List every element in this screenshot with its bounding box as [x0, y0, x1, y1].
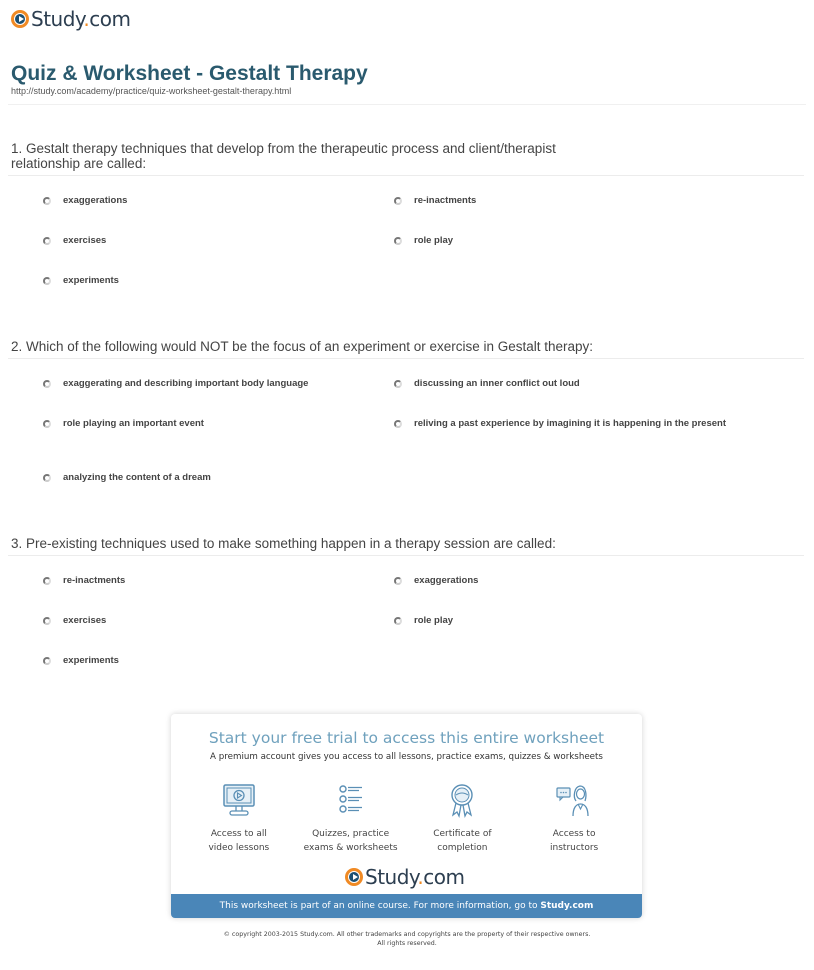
certificate-ribbon-icon [442, 781, 482, 821]
q1-option-b[interactable]: re-inactments [394, 194, 476, 208]
radio-button[interactable] [394, 577, 402, 585]
question-2-divider [8, 358, 804, 359]
question-3-text: 3. Pre-existing techniques used to make something happen in a therapy session are called: [11, 536, 556, 551]
play-logo-icon [11, 10, 29, 28]
study-com-link[interactable]: Study.com [540, 901, 594, 911]
radio-button[interactable] [43, 277, 51, 285]
radio-button[interactable] [394, 380, 402, 388]
radio-button[interactable] [394, 617, 402, 625]
q1-option-a[interactable]: exaggerations [43, 194, 127, 208]
radio-button[interactable] [43, 577, 51, 585]
feature-video-lessons: Access to all video lessons [184, 781, 294, 855]
promo-title[interactable]: Start your free trial to access this entire worksheet [208, 729, 605, 747]
video-monitor-icon [219, 781, 259, 821]
radio-button[interactable] [43, 420, 51, 428]
header-divider [8, 104, 806, 105]
radio-button[interactable] [43, 617, 51, 625]
radio-button[interactable] [43, 197, 51, 205]
copyright-footer: © copyright 2003-2015 Study.com. All other trademarks and copyrights are the property of their respective owners. All rights reserved. [223, 931, 591, 947]
feature-quizzes: Quizzes, practice exams & worksheets [296, 781, 406, 855]
q2-option-c[interactable]: role playing an important event [43, 417, 204, 431]
question-1-text: 1. Gestalt therapy techniques that develop from the therapeutic process and client/therapist relationship are called: [11, 141, 556, 171]
question-2-text: 2. Which of the following would NOT be the focus of an experiment or exercise in Gestalt therapy: [11, 339, 594, 354]
radio-button[interactable] [43, 474, 51, 482]
logo-wordmark: Study.com [31, 7, 131, 31]
q1-option-d[interactable]: role play [394, 234, 453, 248]
q3-option-a[interactable]: re-inactments [43, 574, 125, 588]
q1-option-e[interactable]: experiments [43, 274, 119, 288]
q2-option-b[interactable]: discussing an inner conflict out loud [394, 377, 580, 391]
radio-button[interactable] [43, 237, 51, 245]
promo-info-bar: This worksheet is part of an online course. For more information, go to Study.com [171, 894, 642, 918]
q3-option-b[interactable]: exaggerations [394, 574, 478, 588]
feature-list [171, 781, 642, 855]
study-com-logo[interactable] [11, 7, 130, 31]
radio-button[interactable] [394, 197, 402, 205]
page-url: http://study.com/academy/practice/quiz-worksheet-gestalt-therapy.html [11, 86, 292, 96]
list-icon [331, 781, 371, 821]
promo-subtitle: A premium account gives you access to all lessons, practice exams, quizzes & worksheets [210, 752, 603, 762]
play-logo-icon [345, 868, 363, 886]
question-3-divider [8, 555, 804, 556]
radio-button[interactable] [43, 380, 51, 388]
logo-wordmark: Study.com [365, 865, 465, 889]
page-title: Quiz & Worksheet - Gestalt Therapy [11, 62, 368, 85]
radio-button[interactable] [394, 420, 402, 428]
radio-button[interactable] [43, 657, 51, 665]
feature-instructors: Access to instructors [519, 781, 629, 855]
free-trial-promo [171, 714, 642, 918]
radio-button[interactable] [394, 237, 402, 245]
question-1-divider [8, 175, 804, 176]
q3-option-c[interactable]: exercises [43, 614, 106, 628]
instructor-chat-icon [554, 781, 594, 821]
promo-study-com-logo[interactable] [345, 865, 464, 889]
q1-option-c[interactable]: exercises [43, 234, 106, 248]
q2-option-e[interactable]: analyzing the content of a dream [43, 471, 211, 485]
q2-option-a[interactable]: exaggerating and describing important body language [43, 377, 308, 391]
feature-certificate: Certificate of completion [407, 781, 517, 855]
q2-option-d[interactable]: reliving a past experience by imagining it is happening in the present [394, 417, 726, 431]
q3-option-e[interactable]: experiments [43, 654, 119, 668]
q3-option-d[interactable]: role play [394, 614, 453, 628]
